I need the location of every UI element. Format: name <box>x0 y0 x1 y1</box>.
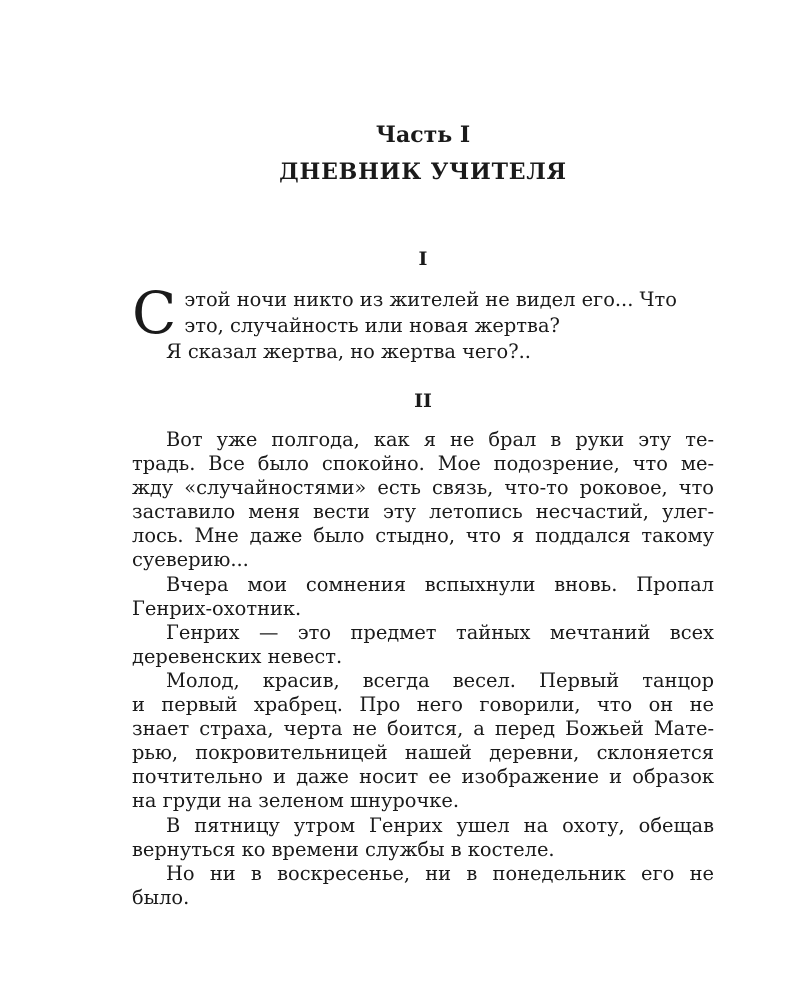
drop-cap: С <box>132 279 177 347</box>
text-line: В пятницу утром Генрих ушел на охоту, обещав <box>166 813 714 837</box>
text-line: Генрих-охотник. <box>132 596 302 620</box>
section-number-1: I <box>418 248 428 270</box>
text-line: и первый храбрец. Про него говорили, что он не <box>132 693 714 717</box>
text-line: Но ни в воскресенье, ни в понедельник его не <box>166 861 714 885</box>
text-line: деревенских невест. <box>132 644 343 668</box>
text-line: лось. Мне даже было стыдно, что я поддался такому <box>132 524 714 548</box>
text-line: знает страха, черта не боится, а перед Божьей Мате- <box>132 717 714 741</box>
text-line: заставило меня вести эту летопись несчастий, улег- <box>132 500 714 524</box>
text-line: Генрих — это предмет тайных мечтаний всех <box>166 620 714 644</box>
text-line: Вчера мои сомнения вспыхнули вновь. Пропал <box>166 572 714 596</box>
text-line: этой ночи никто из жителей не видел его... Что <box>184 288 677 311</box>
text-line: Вот уже полгода, как я не брал в руки эту те- <box>166 428 714 451</box>
text-line: Молод, красив, всегда весел. Первый танцор <box>166 668 714 692</box>
text-line: суеверию... <box>132 548 249 572</box>
section-number-2: II <box>414 390 432 412</box>
section-1-text <box>132 279 714 365</box>
text-line: рью, покровительницей нашей деревни, склоняется <box>132 741 714 765</box>
text-line: Я сказал жертва, но жертва чего?.. <box>166 340 531 363</box>
text-line: это, случайность или новая жертва? <box>184 313 560 337</box>
text-line: на груди на зеленом шнурочке. <box>132 789 460 813</box>
text-line: вернуться ко времени службы в костеле. <box>132 837 555 861</box>
text-line: жду «случайностями» есть связь, что-то роковое, что <box>132 476 714 500</box>
text-line: традь. Все было спокойно. Мое подозрение, что ме- <box>132 452 714 476</box>
text-line: было. <box>132 885 190 909</box>
part-title: ДНЕВНИК УЧИТЕЛЯ <box>279 159 567 185</box>
part-label: Часть I <box>375 122 471 148</box>
text-line: почтительно и даже носит ее изображение и образок <box>132 765 714 789</box>
section-2-text <box>132 428 714 910</box>
